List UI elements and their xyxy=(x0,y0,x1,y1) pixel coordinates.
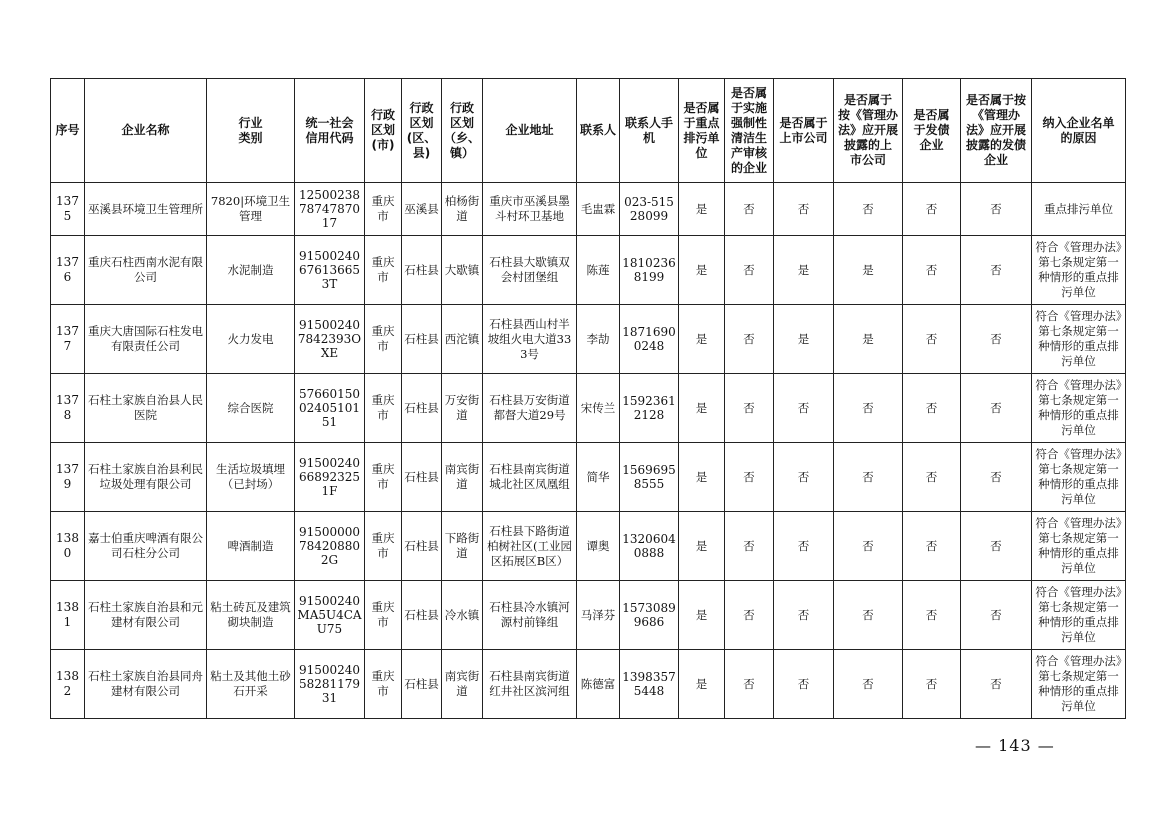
is-listed-cell: 否 xyxy=(774,443,834,512)
column-header: 是否属于按 《管理办 法》应开展 披露的发债 企业 xyxy=(961,79,1032,183)
column-header: 企业地址 xyxy=(483,79,577,183)
inclusion-reason-cell: 符合《管理办法》第七条规定第一种情形的重点排污单位 xyxy=(1032,374,1126,443)
admin-city-cell: 重庆市 xyxy=(365,581,402,650)
contact-phone-cell: 18716900248 xyxy=(620,305,679,374)
company-address-cell: 石柱县万安街道都督大道29号 xyxy=(483,374,577,443)
inclusion-reason-cell: 符合《管理办法》第七条规定第一种情形的重点排污单位 xyxy=(1032,650,1126,719)
row-number-cell: 1377 xyxy=(51,305,85,374)
is-listed-cell: 是 xyxy=(774,305,834,374)
industry-category-cell: 火力发电 xyxy=(207,305,295,374)
column-header: 是否属于 按《管理办 法》应开展 披露的上 市公司 xyxy=(834,79,903,183)
credit-code-cell: 125002387874787017 xyxy=(295,183,365,236)
is-clean-production-cell: 否 xyxy=(725,236,774,305)
is-listed-cell: 否 xyxy=(774,581,834,650)
is-clean-production-cell: 否 xyxy=(725,512,774,581)
is-key-polluter-cell: 是 xyxy=(679,236,725,305)
contact-phone-cell: 13206040888 xyxy=(620,512,679,581)
column-header: 行政 区划 (市) xyxy=(365,79,402,183)
row-number-cell: 1378 xyxy=(51,374,85,443)
contact-person-cell: 宋传兰 xyxy=(577,374,620,443)
column-header: 行业 类别 xyxy=(207,79,295,183)
credit-code-cell: 576601500240510151 xyxy=(295,374,365,443)
column-header: 纳入企业名单 的原因 xyxy=(1032,79,1126,183)
admin-town-cell: 南宾街道 xyxy=(442,650,483,719)
admin-town-cell: 西沱镇 xyxy=(442,305,483,374)
company-name-cell: 石柱土家族自治县同舟建材有限公司 xyxy=(85,650,207,719)
contact-phone-cell: 18102368199 xyxy=(620,236,679,305)
admin-city-cell: 重庆市 xyxy=(365,443,402,512)
is-clean-production-cell: 否 xyxy=(725,374,774,443)
column-header: 行政 区划 （乡、 镇） xyxy=(442,79,483,183)
is-listed-cell: 否 xyxy=(774,183,834,236)
contact-phone-cell: 15923612128 xyxy=(620,374,679,443)
is-listed-cell: 是 xyxy=(774,236,834,305)
company-name-cell: 巫溪县环境卫生管理所 xyxy=(85,183,207,236)
admin-city-cell: 重庆市 xyxy=(365,512,402,581)
admin-city-cell: 重庆市 xyxy=(365,305,402,374)
is-key-polluter-cell: 是 xyxy=(679,305,725,374)
is-bond-issuer-cell: 否 xyxy=(903,374,961,443)
admin-town-cell: 大歇镇 xyxy=(442,236,483,305)
credit-code-cell: 91500240MA5U4CAU75 xyxy=(295,581,365,650)
is-key-polluter-cell: 是 xyxy=(679,443,725,512)
is-key-polluter-cell: 是 xyxy=(679,650,725,719)
industry-category-cell: 生活垃圾填埋（已封场） xyxy=(207,443,295,512)
is-clean-production-cell: 否 xyxy=(725,305,774,374)
industry-category-cell: 粘土及其他土砂石开采 xyxy=(207,650,295,719)
is-clean-production-cell: 否 xyxy=(725,443,774,512)
table-row xyxy=(51,650,1126,719)
company-address-cell: 石柱县西山村半坡组火电大道333号 xyxy=(483,305,577,374)
row-number-cell: 1376 xyxy=(51,236,85,305)
enterprise-table xyxy=(50,78,1126,719)
is-bond-issuer-cell: 否 xyxy=(903,512,961,581)
column-header: 统一社会 信用代码 xyxy=(295,79,365,183)
credit-code-cell: 91500000784208802G xyxy=(295,512,365,581)
is-listed-disclosure-cell: 否 xyxy=(834,374,903,443)
column-header: 行政 区划 (区、 县) xyxy=(402,79,442,183)
credit-code-cell: 915002405828117931 xyxy=(295,650,365,719)
admin-county-cell: 石柱县 xyxy=(402,650,442,719)
is-bond-disclosure-cell: 否 xyxy=(961,305,1032,374)
is-listed-cell: 否 xyxy=(774,650,834,719)
header-row xyxy=(51,79,1126,183)
is-clean-production-cell: 否 xyxy=(725,581,774,650)
page-number: — 143 — xyxy=(975,736,1055,755)
contact-person-cell: 陈莲 xyxy=(577,236,620,305)
industry-category-cell: 7820|环境卫生管理 xyxy=(207,183,295,236)
table-header xyxy=(51,79,1126,183)
admin-county-cell: 巫溪县 xyxy=(402,183,442,236)
credit-code-cell: 91500240676136653T xyxy=(295,236,365,305)
admin-town-cell: 南宾街道 xyxy=(442,443,483,512)
is-bond-disclosure-cell: 否 xyxy=(961,443,1032,512)
contact-phone-cell: 13983575448 xyxy=(620,650,679,719)
column-header: 企业名称 xyxy=(85,79,207,183)
inclusion-reason-cell: 重点排污单位 xyxy=(1032,183,1126,236)
is-bond-disclosure-cell: 否 xyxy=(961,650,1032,719)
is-bond-issuer-cell: 否 xyxy=(903,305,961,374)
row-number-cell: 1381 xyxy=(51,581,85,650)
is-bond-issuer-cell: 否 xyxy=(903,183,961,236)
is-listed-disclosure-cell: 是 xyxy=(834,305,903,374)
is-listed-disclosure-cell: 否 xyxy=(834,443,903,512)
is-bond-disclosure-cell: 否 xyxy=(961,236,1032,305)
contact-phone-cell: 15730899686 xyxy=(620,581,679,650)
is-listed-disclosure-cell: 否 xyxy=(834,581,903,650)
contact-person-cell: 李劼 xyxy=(577,305,620,374)
admin-town-cell: 万安街道 xyxy=(442,374,483,443)
company-address-cell: 石柱县大歇镇双会村团堡组 xyxy=(483,236,577,305)
company-address-cell: 重庆市巫溪县墨斗村环卫基地 xyxy=(483,183,577,236)
column-header: 联系人 xyxy=(577,79,620,183)
column-header: 是否属 于发债 企业 xyxy=(903,79,961,183)
admin-town-cell: 下路街道 xyxy=(442,512,483,581)
is-listed-disclosure-cell: 否 xyxy=(834,512,903,581)
inclusion-reason-cell: 符合《管理办法》第七条规定第一种情形的重点排污单位 xyxy=(1032,305,1126,374)
is-key-polluter-cell: 是 xyxy=(679,374,725,443)
admin-city-cell: 重庆市 xyxy=(365,236,402,305)
contact-person-cell: 毛盅霖 xyxy=(577,183,620,236)
row-number-cell: 1382 xyxy=(51,650,85,719)
industry-category-cell: 综合医院 xyxy=(207,374,295,443)
is-listed-disclosure-cell: 否 xyxy=(834,183,903,236)
company-name-cell: 石柱土家族自治县利民垃圾处理有限公司 xyxy=(85,443,207,512)
is-bond-disclosure-cell: 否 xyxy=(961,512,1032,581)
company-name-cell: 嘉士伯重庆啤酒有限公司石柱分公司 xyxy=(85,512,207,581)
admin-town-cell: 柏杨街道 xyxy=(442,183,483,236)
is-bond-disclosure-cell: 否 xyxy=(961,374,1032,443)
admin-county-cell: 石柱县 xyxy=(402,581,442,650)
is-key-polluter-cell: 是 xyxy=(679,183,725,236)
inclusion-reason-cell: 符合《管理办法》第七条规定第一种情形的重点排污单位 xyxy=(1032,512,1126,581)
credit-code-cell: 915002407842393OXE xyxy=(295,305,365,374)
industry-category-cell: 水泥制造 xyxy=(207,236,295,305)
contact-person-cell: 马泽芬 xyxy=(577,581,620,650)
row-number-cell: 1380 xyxy=(51,512,85,581)
contact-phone-cell: 023-51528099 xyxy=(620,183,679,236)
contact-person-cell: 陈德富 xyxy=(577,650,620,719)
is-bond-issuer-cell: 否 xyxy=(903,650,961,719)
is-bond-issuer-cell: 否 xyxy=(903,236,961,305)
table-body xyxy=(51,183,1126,719)
company-name-cell: 重庆石柱西南水泥有限公司 xyxy=(85,236,207,305)
admin-city-cell: 重庆市 xyxy=(365,183,402,236)
company-name-cell: 石柱土家族自治县人民医院 xyxy=(85,374,207,443)
inclusion-reason-cell: 符合《管理办法》第七条规定第一种情形的重点排污单位 xyxy=(1032,581,1126,650)
contact-person-cell: 简华 xyxy=(577,443,620,512)
is-listed-cell: 否 xyxy=(774,512,834,581)
admin-county-cell: 石柱县 xyxy=(402,374,442,443)
credit-code-cell: 91500240668923251F xyxy=(295,443,365,512)
admin-county-cell: 石柱县 xyxy=(402,305,442,374)
is-bond-issuer-cell: 否 xyxy=(903,443,961,512)
row-number-cell: 1375 xyxy=(51,183,85,236)
table-row xyxy=(51,183,1126,236)
company-address-cell: 石柱县下路街道柏树社区(工业园区拓展区B区） xyxy=(483,512,577,581)
is-bond-disclosure-cell: 否 xyxy=(961,581,1032,650)
admin-county-cell: 石柱县 xyxy=(402,512,442,581)
table-row xyxy=(51,374,1126,443)
is-bond-disclosure-cell: 否 xyxy=(961,183,1032,236)
inclusion-reason-cell: 符合《管理办法》第七条规定第一种情形的重点排污单位 xyxy=(1032,236,1126,305)
admin-county-cell: 石柱县 xyxy=(402,443,442,512)
admin-city-cell: 重庆市 xyxy=(365,650,402,719)
company-name-cell: 重庆大唐国际石柱发电有限责任公司 xyxy=(85,305,207,374)
column-header: 是否属于 上市公司 xyxy=(774,79,834,183)
column-header: 联系人手 机 xyxy=(620,79,679,183)
is-listed-disclosure-cell: 否 xyxy=(834,650,903,719)
table-row xyxy=(51,512,1126,581)
admin-city-cell: 重庆市 xyxy=(365,374,402,443)
is-clean-production-cell: 否 xyxy=(725,650,774,719)
column-header: 序号 xyxy=(51,79,85,183)
is-bond-issuer-cell: 否 xyxy=(903,581,961,650)
is-key-polluter-cell: 是 xyxy=(679,512,725,581)
row-number-cell: 1379 xyxy=(51,443,85,512)
inclusion-reason-cell: 符合《管理办法》第七条规定第一种情形的重点排污单位 xyxy=(1032,443,1126,512)
industry-category-cell: 粘土砖瓦及建筑砌块制造 xyxy=(207,581,295,650)
is-listed-cell: 否 xyxy=(774,374,834,443)
is-listed-disclosure-cell: 是 xyxy=(834,236,903,305)
company-address-cell: 石柱县南宾街道红井社区滨河组 xyxy=(483,650,577,719)
contact-phone-cell: 15696958555 xyxy=(620,443,679,512)
table-row xyxy=(51,305,1126,374)
table-row xyxy=(51,236,1126,305)
company-address-cell: 石柱县南宾街道城北社区凤凰组 xyxy=(483,443,577,512)
is-key-polluter-cell: 是 xyxy=(679,581,725,650)
industry-category-cell: 啤酒制造 xyxy=(207,512,295,581)
admin-town-cell: 冷水镇 xyxy=(442,581,483,650)
is-clean-production-cell: 否 xyxy=(725,183,774,236)
column-header: 是否属 于重点 排污单 位 xyxy=(679,79,725,183)
table-row xyxy=(51,581,1126,650)
table-row xyxy=(51,443,1126,512)
contact-person-cell: 谭奥 xyxy=(577,512,620,581)
admin-county-cell: 石柱县 xyxy=(402,236,442,305)
company-name-cell: 石柱土家族自治县和元建材有限公司 xyxy=(85,581,207,650)
company-address-cell: 石柱县冷水镇河源村前锋组 xyxy=(483,581,577,650)
column-header: 是否属 于实施 强制性 清洁生 产审核 的企业 xyxy=(725,79,774,183)
